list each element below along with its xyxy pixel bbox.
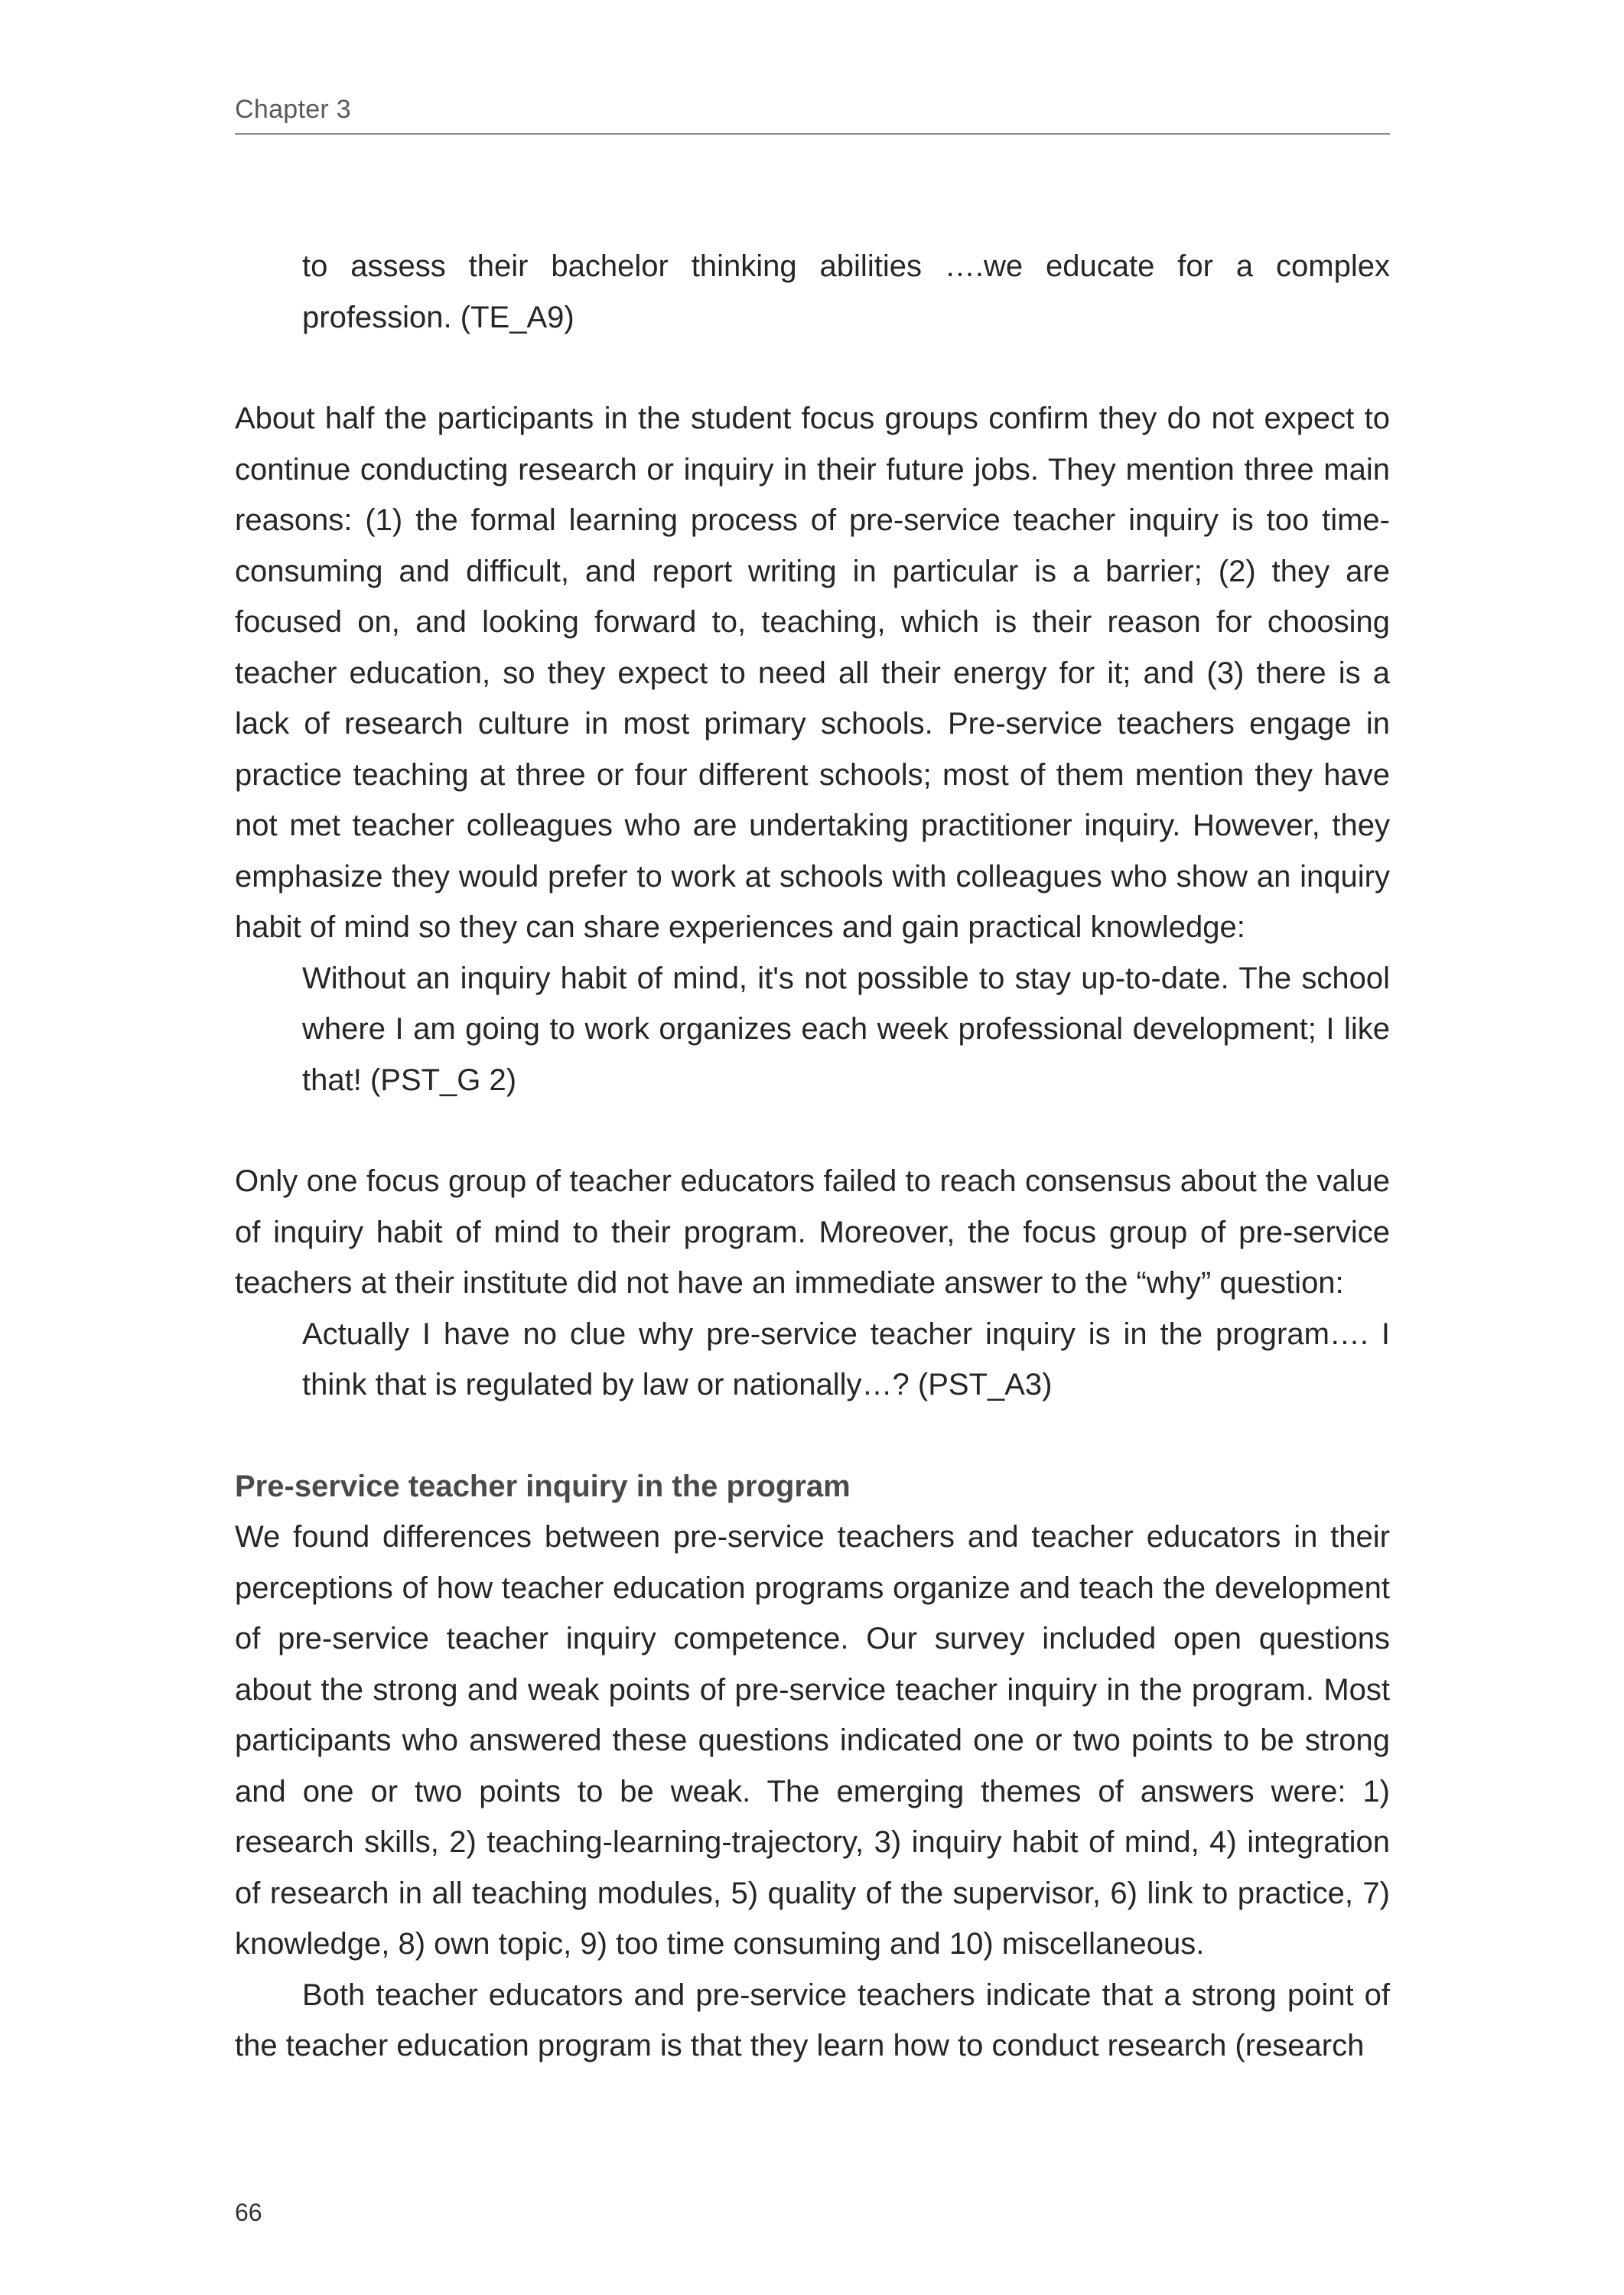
- paragraph-gap: [235, 1105, 1390, 1156]
- section-heading: Pre-service teacher inquiry in the program: [235, 1469, 851, 1503]
- body-paragraph: Only one focus group of teacher educators failed to reach consensus about the value of inquiry habit of mind to their program. Moreover, the focus group of pre-service teachers at their institute did not have an immediate answer to the “why” question:: [235, 1164, 1390, 1300]
- body-paragraph: We found differences between pre-service teachers and teacher educators in their perceptions of how teacher education programs organize and teach the development of pre-service teacher inquiry competence. Our survey included open questions about the strong and weak points of pre-service teacher inquiry in the program. Most participants who answered these questions indicated one or two points to be strong and one or two points to be weak. The emerging themes of answers were: 1) research skills, 2) teaching-learning-trajectory, 3) inquiry habit of mind, 4) integration of research in all teaching modules, 5) quality of the supervisor, 6) link to practice, 7) knowledge, 8) own topic, 9) too time consuming and 10) miscellaneous.: [235, 1520, 1390, 1961]
- block-quote: to assess their bachelor thinking abilities ….we educate for a complex profession. (TE_A9): [302, 249, 1390, 334]
- paragraph-gap: [235, 343, 1390, 393]
- page-number: 66: [235, 2199, 262, 2226]
- paragraph-gap: [235, 1411, 1390, 1461]
- running-header: Chapter 3: [235, 95, 352, 124]
- page-body: [235, 241, 1390, 2072]
- body-paragraph: About half the participants in the student focus groups confirm they do not expect to continue conducting research or inquiry in their future jobs. They mention three main reasons: (1) the formal learning process of pre-service teacher inquiry is too time-consuming and difficult, and report writing in particular is a barrier; (2) they are focused on, and looking forward to, teaching, which is their reason for choosing teacher education, so they expect to need all their energy for it; and (3) there is a lack of research culture in most primary schools. Pre-service teachers engage in practice teaching at three or four different schools; most of them mention they have not met teacher colleagues who are undertaking practitioner inquiry. However, they emphasize they would prefer to work at schools with colleagues who show an inquiry habit of mind so they can share experiences and gain practical knowledge:: [235, 402, 1390, 944]
- block-quote: Without an inquiry habit of mind, it's not possible to stay up-to-date. The school where I am going to work organizes each week professional development; I like that! (PST_G 2): [302, 961, 1390, 1097]
- body-paragraph: Both teacher educators and pre-service teachers indicate that a strong point of the teacher education program is that they learn how to conduct research (research: [235, 1978, 1390, 2062]
- header-rule: [235, 133, 1390, 135]
- block-quote: Actually I have no clue why pre-service teacher inquiry is in the program…. I think that is regulated by law or nationally…? (PST_A3): [302, 1317, 1390, 1401]
